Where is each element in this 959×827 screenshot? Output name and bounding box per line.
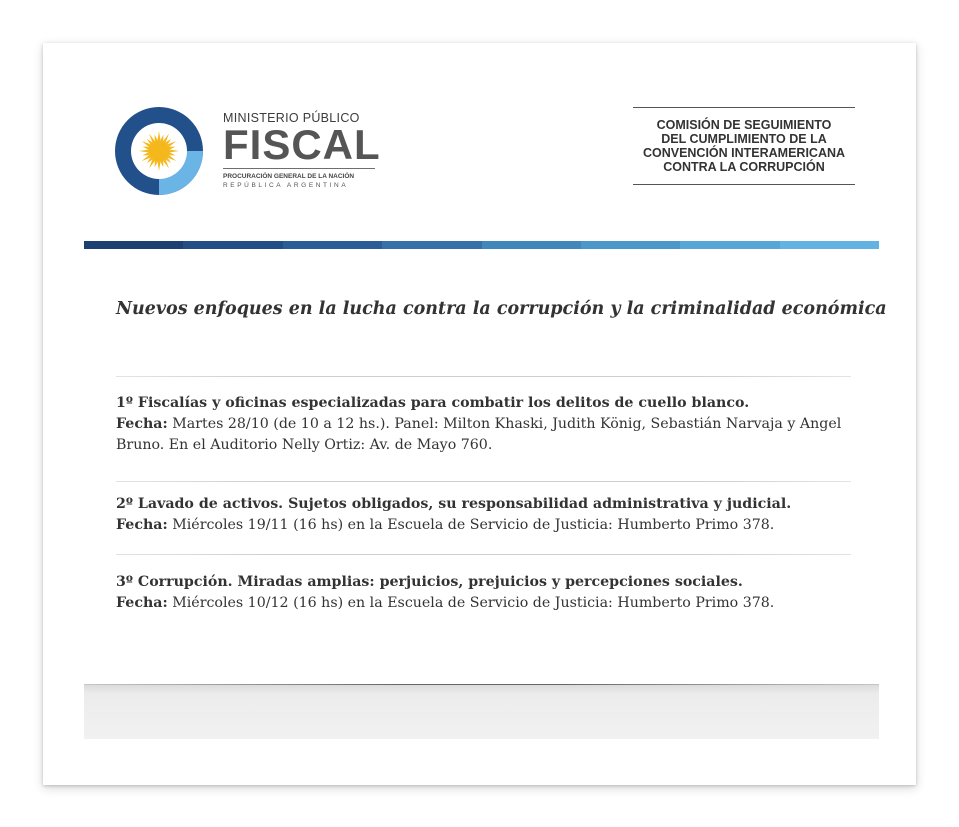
stripe-segment (581, 241, 680, 249)
brand-main-text: FISCAL (223, 121, 381, 168)
item-date-label: Fecha: (116, 517, 168, 533)
commission-line-3: CONVENCIÓN INTERAMERICANA (642, 146, 846, 160)
document-card (43, 43, 916, 785)
item-date-label: Fecha: (116, 416, 168, 432)
item-details (116, 515, 856, 536)
stripe-segment (482, 241, 581, 249)
divider (116, 481, 851, 482)
stripe-segment (283, 241, 382, 249)
ministerio-fiscal-logo-icon (115, 107, 203, 195)
list-item (116, 393, 856, 456)
item-details (116, 414, 856, 456)
brand-top-text: MINISTERIO PÚBLICO (223, 111, 360, 125)
brand-block (223, 111, 393, 190)
item-date-label: Fecha: (116, 595, 168, 611)
stripe-segment (382, 241, 481, 249)
commission-line-1: COMISIÓN DE SEGUIMIENTO (656, 118, 832, 132)
divider (116, 376, 851, 377)
color-stripe (84, 241, 879, 249)
commission-line-4: CONTRA LA CORRUPCIÓN (663, 160, 825, 174)
item-date-text: Miércoles 19/11 (16 hs) en la Escuela de Servicio de Justicia: Humberto Primo 378. (167, 517, 775, 533)
brand-divider (223, 168, 375, 169)
stripe-segment (680, 241, 779, 249)
item-heading: 2º Lavado de activos. Sujetos obligados, su responsabilidad administrativa y judicial. (116, 496, 792, 512)
item-details (116, 593, 856, 614)
footer-band (84, 684, 879, 739)
document-title: Nuevos enfoques en la lucha contra la corrupción y la criminalidad económica (116, 299, 887, 319)
brand-subtitle: PROCURACIÓN GENERAL DE LA NACIÓN (223, 173, 355, 180)
commission-line-2: DEL CUMPLIMIENTO DE LA (661, 132, 827, 146)
commission-box (633, 107, 855, 185)
list-item (116, 572, 856, 614)
divider (116, 554, 851, 555)
item-date-text: Martes 28/10 (de 10 a 12 hs.). Panel: Milton Khaski, Judith König, Sebastián Narvaja y Angel Bruno. En el Auditorio Nelly Ortiz: Av. de Mayo 760. (116, 416, 842, 453)
stripe-segment (183, 241, 282, 249)
item-date-text: Miércoles 10/12 (16 hs) en la Escuela de Servicio de Justicia: Humberto Primo 378. (167, 595, 775, 611)
item-heading: 3º Corrupción. Miradas amplias: perjuicios, prejuicios y percepciones sociales. (116, 574, 743, 590)
list-item (116, 494, 856, 536)
brand-country: REPÚBLICA ARGENTINA (223, 182, 349, 189)
stripe-segment (780, 241, 879, 249)
stripe-segment (84, 241, 183, 249)
item-heading: 1º Fiscalías y oficinas especializadas para combatir los delitos de cuello blanco. (116, 395, 750, 411)
